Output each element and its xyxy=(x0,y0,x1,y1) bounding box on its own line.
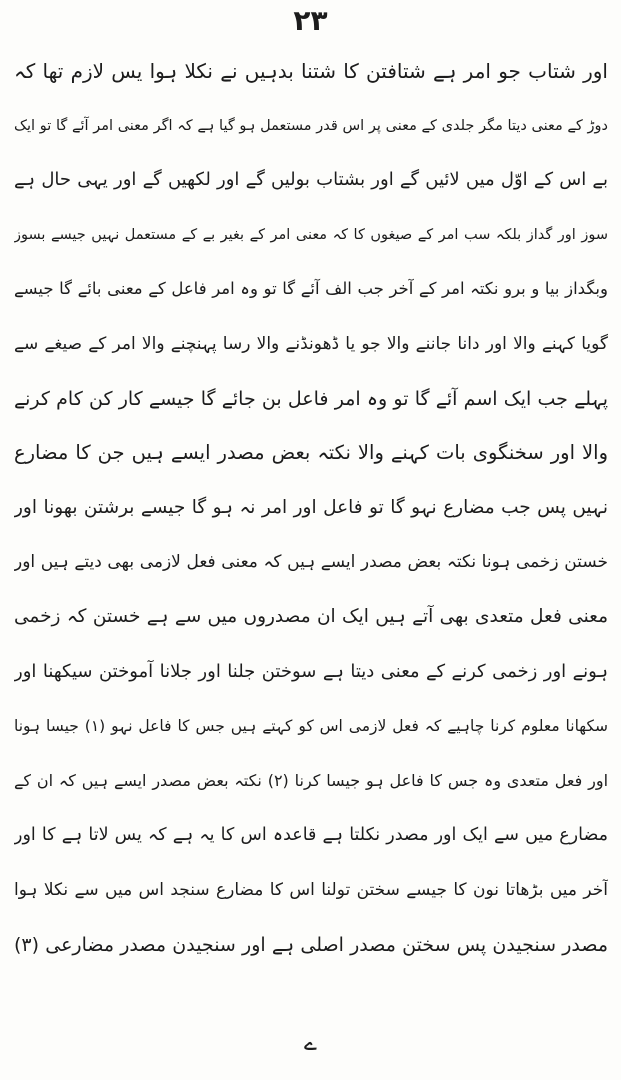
text-line: ہونے اور زخمی کرنے کے معنی دیتا ہے سوختن جلنا اور جلانا آموختن سیکھنا اور xyxy=(14,660,608,682)
text-line: وبگداز بیا و برو نکتہ امر کے آخر جب الف آئے گا تو وہ امر فاعل کے معنی بائے گا جیسے xyxy=(14,279,608,299)
text-line: نہیں پس جب مضارع نہو گا تو فاعل اور امر نہ ہو گا جیسے برشتن بھونا اور xyxy=(14,496,608,518)
footer-mark: ے xyxy=(304,1031,317,1056)
text-line: پہلے جب ایک اسم آئے گا تو وہ امر فاعل بن جائے گا جیسے کار کن کام کرنے xyxy=(14,387,608,410)
text-line: مصدر سنجیدن پس سختن مصدر اصلی ہے اور سنجیدن مصدر مضارعی (۳) xyxy=(14,933,608,956)
text-line: بے اس کے اوّل میں لائیں گے اور بشتاب بولیں گے اور لکھیں گے اور یہی حال ہے xyxy=(14,169,608,191)
text-line: گویا کہنے والا اور دانا جاننے والا جو یا ڈھونڈنے والا رسا پہنچنے والا امر کے صیغے سے xyxy=(14,333,608,354)
text-line: اور فعل متعدی وہ جس کا فاعل ہو جیسا کرنا (۲) نکتہ بعض مصدر ایسے ہیں کہ ان کے xyxy=(14,770,608,790)
text-line: سکھانا معلوم کرنا چاہیے کہ فعل لازمی اس کو کہتے ہیں جس کا فاعل نہو (۱) جیسا ہونا xyxy=(14,717,608,736)
text-line: مضارع میں سے ایک اور مصدر نکلتا ہے قاعدہ اس کا یہ ہے کہ یس لاتا ہے کا اور xyxy=(14,825,608,846)
text-line: آخر میں بڑھاتا نون کا جیسے سختن تولنا اس کا مضارع سنجد اس میں سے نکلا ہوا xyxy=(14,879,608,900)
text-line: دوڑ کے معنی دیتا مگر جلدی کے معنی پر اس قدر مستعمل ہو گیا ہے کہ اگر معنی امر آئے گا تو ایک xyxy=(14,117,608,134)
text-line: خستن زخمی ہونا نکتہ بعض مصدر ایسے ہیں کہ معنی فعل لازمی بھی دیتے ہیں اور xyxy=(14,552,608,573)
text-line: والا اور سخنگوی بات کہنے والا نکتہ بعض مصدر ایسے ہیں جن کا مضارع xyxy=(14,441,608,465)
text-line: اور شتاب جو امر ہے شتافتن کا شتنا بدہیں نے نکلا ہوا یس لازم تھا کہ xyxy=(14,59,608,83)
page-number: ۲۳ xyxy=(293,4,328,37)
body-text xyxy=(14,44,608,972)
text-line: معنی فعل متعدی بھی آتے ہیں ایک ان مصدروں میں سے ہے خستن کہ زخمی xyxy=(14,605,608,627)
text-line: سوز اور گداز بلکہ سب امر کے صیغوں کا کہ معنی امر کے بغیر بے کے مستعمل نہیں جیسے بسوز xyxy=(14,226,608,243)
